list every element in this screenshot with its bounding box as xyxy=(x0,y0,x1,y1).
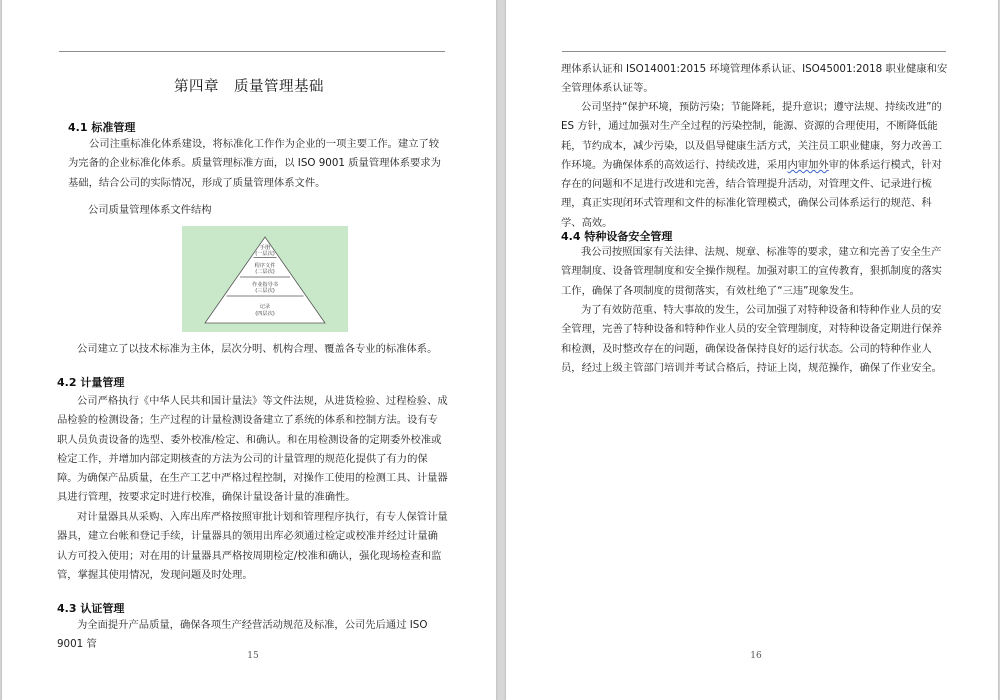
paragraph-metrology-law: 公司严格执行《中华人民共和国计量法》等文件法规，从进货检验、过程检验、成品检验的检测设备；生产过程的计量检测设备建立了系统的体系和控制方法。设有专职人员负责设备的选型、委外校准/检定、和确认。和在用检测设备的定期委外校准或检定工作，并增加内部定期核查的方法为公司的计量管理的规范化提供了有力的保障。 xyxy=(57,395,448,485)
document-structure-pyramid-figure xyxy=(182,226,348,332)
paragraph-certification-start: 为全面提升产品质量，确保各项生产经营活动规范及标准，公司先后通过 ISO 9001 管 xyxy=(57,619,428,651)
pyramid-level-3-title: 作业指导书 xyxy=(252,282,278,288)
document-page-16 xyxy=(506,0,998,700)
pyramid-level-4-tier: (四层次) xyxy=(255,311,275,317)
pyramid-level-1-title: 手册 xyxy=(259,245,271,251)
paragraph-standard-system: 公司建立了以技术标准为主体，层次分明、机构合理、覆盖各专业的标准体系。 xyxy=(77,343,438,355)
pyramid-level-3-tier: (三层次) xyxy=(255,288,275,294)
paragraph-certification-continued: 理体系认证和 ISO14001:2015 环境管理体系认证、ISO45001:2018 职业健康和安全管理体系认证等。 xyxy=(561,63,948,95)
figure-caption: 公司质量管理体系文件结构 xyxy=(88,204,212,216)
paragraph-safety-regulations: 我公司按照国家有关法律、法规、规章、标准等的要求，建立和完善了安全生产管理制度、设备管理制度和安全操作规程。加强对职工的宣传教育，狠抓制度的落实工作，确保了各项制度的贯彻落实，有效杜绝了“三违”现象发生。 xyxy=(561,246,942,297)
pyramid-level-4-title: 记录 xyxy=(259,304,271,310)
paragraph-metrology-calibration: 为确保产品质量，在生产工艺中严格过程控制，对操作工使用的检测工具、计量器具进行管理，按要求定时进行校准，确保计量设备计量的准确性。 xyxy=(57,472,448,504)
pyramid-level-2-tier: (二层次) xyxy=(255,269,275,275)
section-heading-4-3: 4.3 认证管理 xyxy=(57,602,125,615)
chapter-title: 第四章 质量管理基础 xyxy=(174,79,324,95)
spellcheck-marked-text: 内审加外 xyxy=(787,158,829,171)
header-rule xyxy=(59,51,445,52)
paragraph-metrology-instruments: 对计量器具从采购、入库出库严格按照审批计划和管理程序执行，有专人保管计量器具，建立台帐和登记手续，计量器具的领用出库必须通过检定或校准并经过计量确认方可投入使用；对在用的计量器具严格按周期检定/校准和确认，强化现场检查和监管，掌握其使用情况，发现问题及时处理。 xyxy=(57,511,448,581)
paragraph-special-equipment: 为了有效防范重、特大事故的发生，公司加强了对特种设备和特种作业人员的安全管理，完善了特种设备和特种作业人员的安全管理制度，对特种设备定期进行保养和检测，及时整改存在的问题，确保设备保持良好的运行状态。公司的特种作业人员，经过上级主管部门培训并考试合格后，持证上岗，规范操作，确保了作业安全。 xyxy=(561,304,942,374)
page-number: 15 xyxy=(247,651,259,661)
pyramid-diagram xyxy=(182,226,348,332)
section-heading-4-2: 4.2 计量管理 xyxy=(57,376,125,389)
section-heading-4-4: 4.4 特种设备安全管理 xyxy=(561,230,673,243)
section-heading-4-1: 4.1 标准管理 xyxy=(68,121,136,134)
page-number: 16 xyxy=(750,651,762,661)
header-rule xyxy=(562,51,946,52)
paragraph-environment-policy xyxy=(561,98,951,233)
pyramid-level-2-title: 程序文件 xyxy=(254,263,276,269)
policy-text-before: 公司坚持“保护环境，预防污染；节能降耗，提升意识；遵守法规、持续改进”的 ES 方针，通过加强对生产全过程的污染控制，能源、资源的合理使用，不断降低能耗，节约成本，减少污染，以及倡导健康生活方式，关注员工职业健康，努力改善工作环境。为确保体系的高效运行、持续改进，采用 xyxy=(561,101,942,171)
paragraph-standard-management: 公司注重标准化体系建设，将标准化工作作为企业的一项主要工作。建立了较为完备的企业标准化体系。质量管理标准方面，以 ISO 9001 质量管理体系要求为基础，结合公司的实际情况，形成了质量管理体系文件。 xyxy=(68,138,441,189)
pyramid-level-1-tier: (一层次) xyxy=(255,251,275,257)
policy-text-after: 审的体系运行模式，针对存在的问题和不足进行改进和完善，结合管理提升活动，对管理文件、记录进行梳理，真正实现闭环式管理和文件的标准化管理模式，确保公司体系运行的规范、科学、高效。 xyxy=(561,158,942,229)
document-page-15 xyxy=(2,0,496,700)
